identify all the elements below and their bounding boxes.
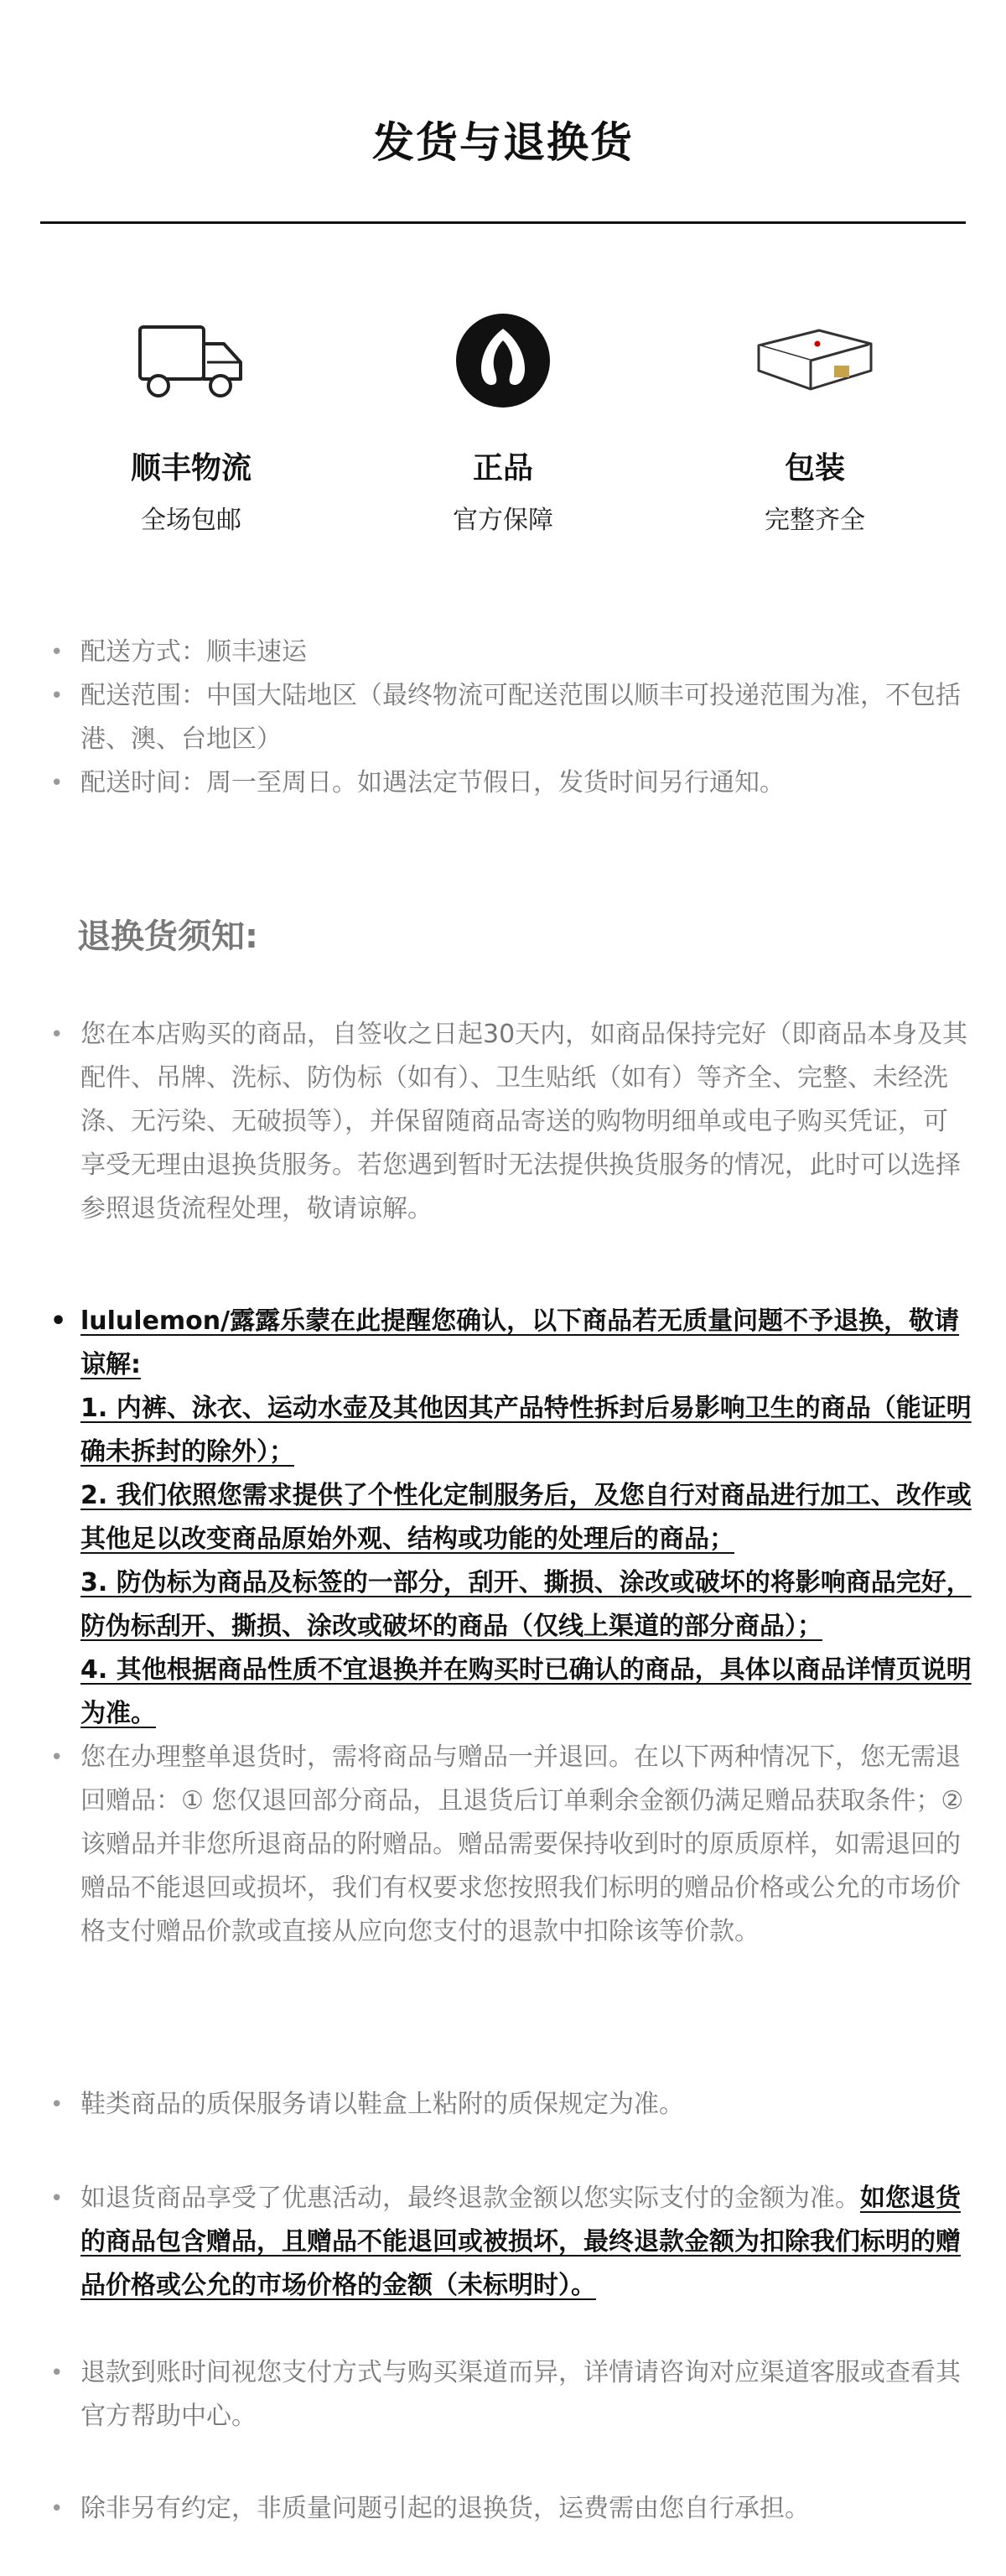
freight-policy-list (50, 2487, 972, 2531)
package-box-icon (752, 310, 878, 411)
feature-title: 包装 (784, 451, 845, 486)
feature-title: 正品 (472, 451, 533, 486)
feature-packaging (689, 310, 941, 536)
shipping-info-list (50, 631, 972, 805)
shoes-policy-list (50, 2083, 972, 2127)
feature-title: 顺丰物流 (130, 451, 252, 486)
promo-refund-policy (50, 2177, 972, 2308)
delivery-truck-icon (137, 310, 246, 411)
freight-policy: • 除非另有约定，非质量问题引起的退换货，运费需由您自行承担。 (50, 2487, 972, 2531)
notice-lead: lululemon/露露乐蒙在此提醒您确认，以下商品若无质量问题不予退换，敬请谅解: (80, 1306, 960, 1379)
notice-item: 4. 其他根据商品性质不宜退换并在购买时已确认的商品，具体以商品详情页说明为准。 (80, 1655, 972, 1728)
shipping-range: • 配送范围：中国大陆地区（最终物流可配送范围以顺丰可投递范围为准，不包括港、澳、台地区） (50, 674, 972, 761)
promo-text: 如退货商品享受了优惠活动，最终退款金额以您实际支付的金额为准。 (80, 2184, 860, 2213)
feature-authentic (377, 310, 629, 536)
shipping-method: • 配送方式：顺丰速运 (50, 631, 972, 674)
page-title: 发货与退换货 (372, 118, 634, 167)
refund-timing: • 退款到账时间视您支付方式与购买渠道而异，详情请咨询对应渠道客服或查看其官方帮助中心。 (50, 2351, 972, 2438)
non-returnable-notice (50, 1300, 972, 1736)
refund-policy-list (50, 2351, 972, 2438)
feature-subtitle: 全场包邮 (141, 506, 241, 535)
returns-heading: 退换货须知: (77, 917, 258, 956)
lululemon-logo-icon (453, 310, 553, 411)
notice-item: 3. 防伪标为商品及标签的一部分，刮开、撕损、涂改或破坏的将影响商品完好，防伪标刮开、撕损、涂改或破坏的商品（仅线上渠道的部分商品）； (80, 1568, 972, 1641)
promo-gift-notice: 如您退货的商品包含赠品，且赠品不能退回或被损坏，最终退款金额为扣除我们标明的赠品价格或公允的市场价格的金额（未标明时）。 (80, 2184, 961, 2300)
returns-notice-list (50, 1300, 972, 1954)
shoes-warranty: • 鞋类商品的质保服务请以鞋盒上粘附的质保规定为准。 (50, 2083, 972, 2127)
feature-logistics (65, 310, 317, 536)
notice-item: 1. 内裤、泳衣、运动水壶及其他因其产品特性拆封后易影响卫生的商品（能证明确未拆封的除外）； (80, 1394, 972, 1467)
returns-intro-list (50, 1013, 972, 1231)
gift-return-policy: • 您在办理整单退货时，需将商品与赠品一并退回。在以下两种情况下，您无需退回赠品：① 您仅退回部分商品，且退货后订单剩余金额仍满足赠品获取条件；② 该赠品并非您所退商品的附赠品。赠品需要保持收到时的原质原样，如需退回的赠品不能退回或损坏，我们有权要求您按照我们标明的赠品价格或公允的市场价格支付赠品价款或直接从应向您支付的退款中扣除该等价款。 (50, 1736, 972, 1954)
feature-subtitle: 完整齐全 (765, 506, 865, 535)
shipping-time: • 配送时间：周一至周日。如遇法定节假日，发货时间另行通知。 (50, 761, 972, 805)
service-features (0, 310, 1006, 553)
feature-subtitle: 官方保障 (453, 506, 553, 535)
notice-item: 2. 我们依照您需求提供了个性化定制服务后，及您自行对商品进行加工、改作或其他足以改变商品原始外观、结构或功能的处理后的商品； (80, 1481, 972, 1554)
title-divider (40, 221, 966, 224)
promo-policy-list (50, 2177, 972, 2308)
returns-intro: • 您在本店购买的商品，自签收之日起30天内，如商品保持完好（即商品本身及其配件、吊牌、洗标、防伪标（如有）、卫生贴纸（如有）等齐全、完整、未经洗涤、无污染、无破损等），并保留随商品寄送的购物明细单或电子购买凭证，可享受无理由退换货服务。若您遇到暂时无法提供换货服务的情况，此时可以选择参照退货流程处理，敬请谅解。 (50, 1013, 972, 1231)
